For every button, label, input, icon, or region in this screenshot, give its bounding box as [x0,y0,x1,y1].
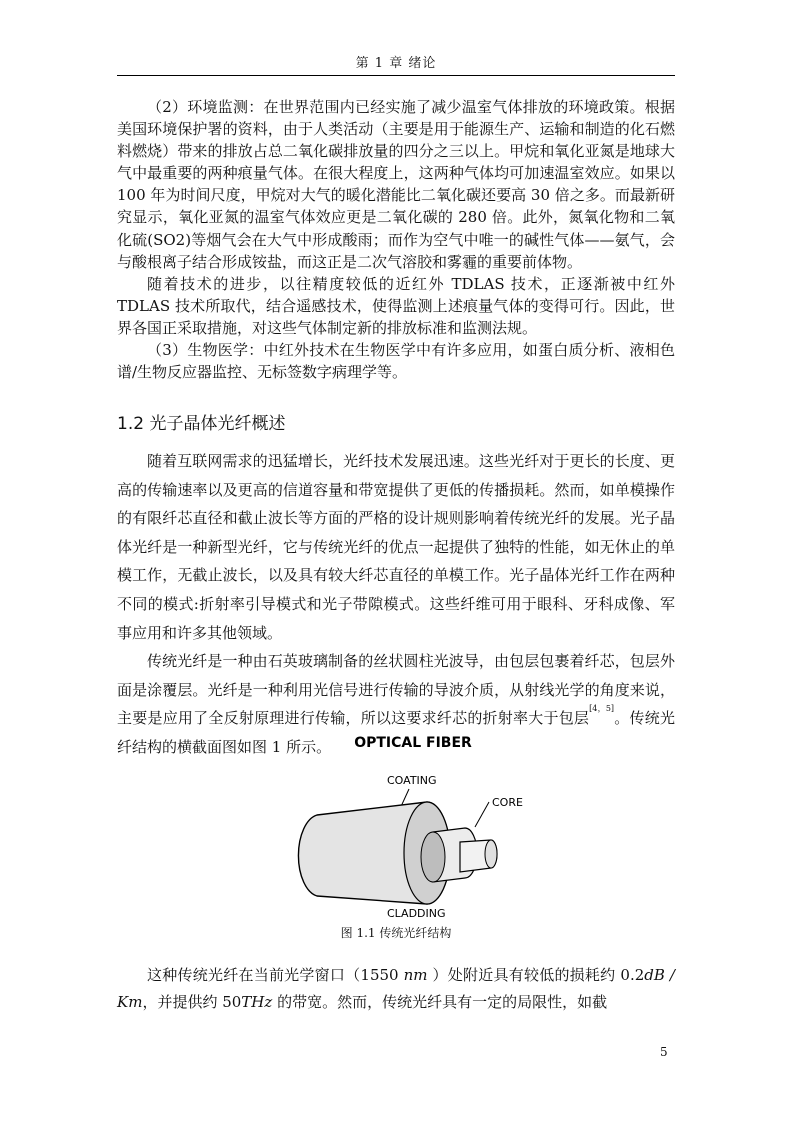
paragraph-biomedicine: （3）生物医学：中红外技术在生物医学中有许多应用，如蛋白质分析、液相色谱/生物反应器监控、无标签数字病理学等。 [117,341,675,382]
section-2-body [117,447,675,762]
paragraph-pcf-overview: 随着互联网需求的迅猛增长，光纤技术发展迅速。这些光纤对于更长的长度、更高的传输速率以及更高的信道容量和带宽提供了更低的传播损耗。然而，如单模操作的有限纤芯直径和截止波长等方面的严格的设计规则影响着传统光纤的发展。光子晶体光纤是一种新型光纤，它与传统光纤的优点一起提供了独特的性能，如无休止的单模工作，无截止波长，以及具有较大纤芯直径的单模工作。光子晶体光纤工作在两种不同的模式:折射率引导模式和光子带隙模式。这些纤维可用于眼科、牙科成像、军事应用和许多其他领域。 [117,452,675,642]
section-3-body [117,962,675,1016]
optical-fiber-illustration [275,732,535,920]
unit-thz: THz [241,993,273,1011]
text-b: ）处附近具有较低的损耗约 0.2 [432,966,645,984]
paragraph-environment: （2）环境监测：在世界范围内已经实施了减少温室气体排放的环境政策。根据美国环境保护署的资料，由于人类活动（主要是用于能源生产、运输和制造的化石燃料燃烧）带来的排放占总二氧化碳排放量的四分之三以上。甲烷和氧化亚氮是地球大气中最重要的两种痕量气体。在很大程度上，这两种气体均可加速温室效应。如果以 100 年为时间尺度，甲烷对大气的暖化潜能比二氧化碳还要高 30 倍之多。而最新研究显示，氧化亚氮的温室气体效应更是二氧化碳的 280 倍。此外，氮氧化物和二氧化硫(SO2)等烟气会在大气中形成酸雨；而作为空气中唯一的碱性气体——氨气，会与酸根离子结合形成铵盐，而这正是二次气溶胶和雾霾的重要前体物。 [117,98,675,271]
section-1-body [117,96,675,383]
figure-title: OPTICAL FIBER [354,735,472,751]
text-a: 这种传统光纤在当前光学窗口（1550 [147,966,399,984]
label-cladding: CLADDING [387,907,446,920]
text-d: 的带宽。然而，传统光纤具有一定的局限性，如截 [272,993,608,1011]
paragraph-text-a: 传统光纤是一种由石英玻璃制备的丝状圆柱光波导，由包层包裹着纤芯，包层外面是涂覆层。光纤是一种利用光信号进行传输的导波介质，从射线光学的角度来说，主要是应用了全反射原理进行传输，所以这要求纤芯的折射率大于包层 [117,652,675,728]
section-heading: 1.2 光子晶体光纤概述 [117,414,286,434]
paragraph-conventional-loss [117,962,675,1016]
header-rule [117,75,675,76]
unit-nm: nm [403,966,428,984]
page-number: 5 [660,1045,668,1059]
optical-fiber-figure [275,732,535,920]
text-c: ，并提供约 50 [142,993,242,1011]
unit-loss: dB / Km [117,966,675,1011]
figure-caption: 图 1.1 传统光纤结构 [340,926,452,940]
label-coating: COATING [387,774,437,787]
paragraph-text-b: 。传统光纤结构的横截面图如图 1 所示。 [117,709,675,756]
label-core: CORE [492,796,523,809]
paragraph-tdlas: 随着技术的进步，以往精度较低的近红外 TDLAS 技术，正逐渐被中红外 TDLAS 技术所取代，结合遥感技术，使得监测上述痕量气体的变得可行。因此，世界各国正采取措施，对这些气体制定新的排放标准和监测法规。 [117,274,675,337]
running-header: 第 1 章 绪论 [355,56,437,71]
citation: [4，5] [589,704,615,714]
